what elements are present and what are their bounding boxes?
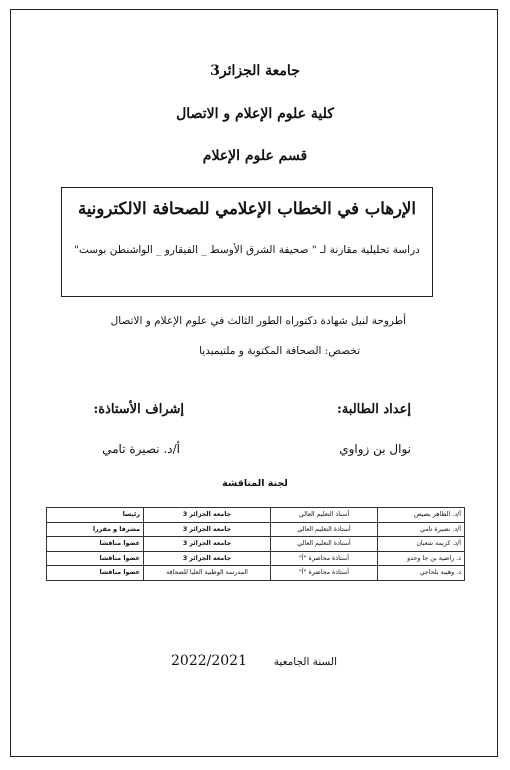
table-row: [47, 551, 465, 566]
student-label: إعداد الطالبة:: [337, 402, 411, 417]
member-rank: أستاذة التعليم العالي: [271, 522, 378, 537]
university-name: جامعة الجزائر3: [210, 63, 300, 79]
member-role: عضوا مناقشا: [47, 566, 144, 581]
member-name: أ/د. نصيرة تامي: [378, 522, 465, 537]
department-name: قسم علوم الإعلام: [202, 148, 308, 164]
member-rank: أستاذ التعليم العالي: [271, 508, 378, 523]
member-name: د. وهيبة بلحاجي: [378, 566, 465, 581]
table-row: [47, 537, 465, 552]
member-rank: أستاذة التعليم العالي: [271, 537, 378, 552]
thesis-purpose: أطروحة لنيل شهادة دكتوراه الطور الثالث في علوم الإعلام و الاتصال: [110, 315, 406, 327]
academic-year-value: 2022/2021: [171, 653, 247, 669]
table-row: [47, 566, 465, 581]
committee-table: [46, 507, 465, 581]
member-name: أ/د. الطاهر بصيص: [378, 508, 465, 523]
supervisor-name: أ/د. نصيرة تامي: [102, 442, 180, 456]
member-role: مشرفا و مقررا: [47, 522, 144, 537]
student-name: نوال بن زواوي: [339, 442, 411, 456]
table-row: [47, 522, 465, 537]
faculty-name: كلية علوم الإعلام و الاتصال: [176, 106, 334, 122]
member-role: عضوا مناقشا: [47, 551, 144, 566]
member-institution: جامعة الجزائر 3: [144, 522, 271, 537]
member-name: د. راضية بن جا وحدو: [378, 551, 465, 566]
committee-heading: لجنة المناقشة: [222, 478, 288, 489]
member-role: رئيسا: [47, 508, 144, 523]
member-role: عضوا مناقشا: [47, 537, 144, 552]
member-rank: أستاذة محاضرة "أ": [271, 566, 378, 581]
member-institution: جامعة الجزائر 3: [144, 508, 271, 523]
academic-year-label: السنة الجامعية: [273, 656, 337, 668]
member-institution: جامعة الجزائر 3: [144, 551, 271, 566]
thesis-subtitle: دراسة تحليلية مقارنة لـ " صحيفة الشرق الأوسط _ الفيقارو _ الواشنطن بوست": [74, 244, 420, 256]
member-institution: جامعة الجزائر 3: [144, 537, 271, 552]
thesis-specialty: تخصص: الصحافة المكتوبة و ملتيميديا: [199, 345, 360, 357]
thesis-title: الإرهاب في الخطاب الإعلامي للصحافة الالكترونية: [77, 199, 417, 218]
table-row: [47, 508, 465, 523]
member-institution: المدرسة الوطنية العليا للصحافة: [144, 566, 271, 581]
member-name: أ/د. كريمة شعبان: [378, 537, 465, 552]
member-rank: أستاذة محاضرة "أ": [271, 551, 378, 566]
supervisor-label: إشراف الأستاذة:: [93, 402, 184, 417]
